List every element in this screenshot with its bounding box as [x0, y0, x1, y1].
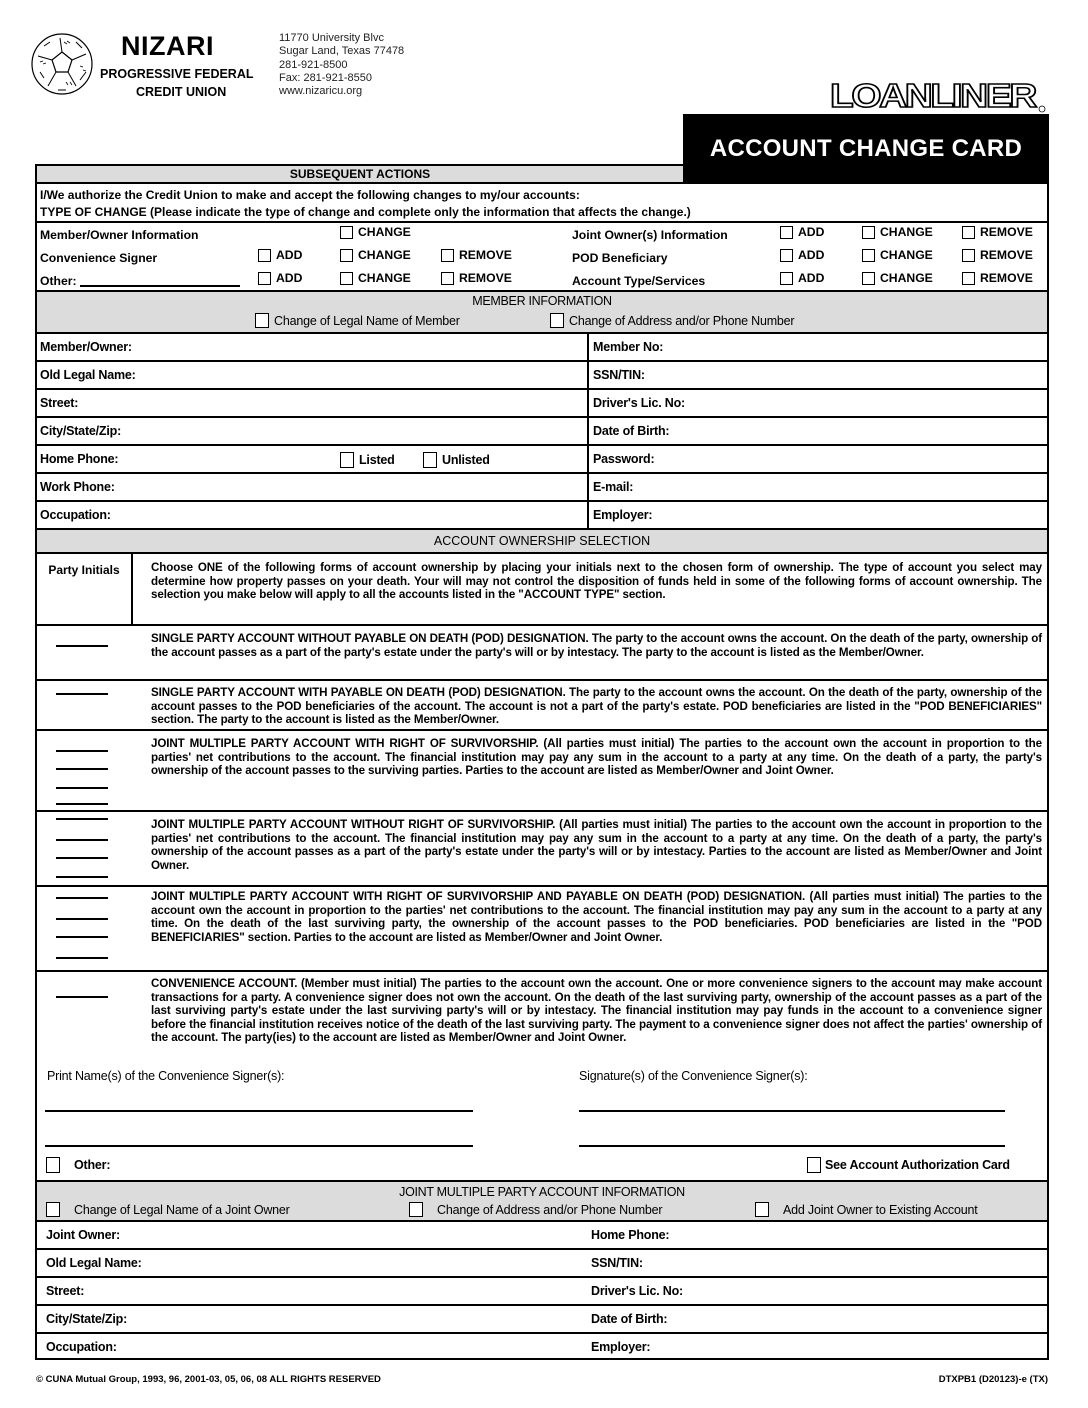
convenience-signer-change-checkbox[interactable]: [340, 249, 353, 262]
ownership-intro-text: Choose ONE of the following forms of account ownership by placing your initials next to the chosen form of ownership. The type of account you select may determine how property passes on your death. Your will may not control the disposition of funds held in some of the following forms of account ownership. The selection you make below will apply to all the accounts listed in the "ACCOUNT TYPE" section.: [151, 561, 1042, 602]
signature-line-1[interactable]: [579, 1110, 1005, 1112]
party-initial-line[interactable]: [56, 876, 108, 878]
joint-field-row: [37, 1250, 1047, 1276]
change-legal-name-joint-option[interactable]: [46, 1202, 290, 1217]
authorize-line: I/We authorize the Credit Union to make and accept the following changes to my/our accounts:: [40, 188, 580, 202]
joint-field-date-of-birth[interactable]: Date of Birth:: [591, 1312, 668, 1326]
member-information-heading: MEMBER INFORMATION: [472, 294, 612, 308]
address-street: 11770 University Blvc: [279, 32, 384, 44]
member-field-row: [37, 446, 1047, 472]
change-legal-name-member-checkbox[interactable]: [255, 313, 269, 328]
pod-beneficiary-change-option[interactable]: [862, 249, 933, 262]
option-label: Change of Address and/or Phone Number: [569, 313, 795, 328]
loanliner-wordmark: LOANLINER: [830, 77, 1038, 114]
joint-owner-change-option[interactable]: [862, 226, 933, 239]
member-field-street[interactable]: Street:: [40, 396, 79, 410]
joint-field-row: [37, 1278, 1047, 1304]
loanliner-logo: [828, 76, 1048, 114]
member-field-date-of-birth[interactable]: Date of Birth:: [593, 424, 670, 438]
member-field-row: [37, 502, 1047, 528]
other-remove-checkbox[interactable]: [441, 272, 454, 285]
option-label: REMOVE: [980, 248, 1033, 263]
option-label: CHANGE: [880, 248, 933, 263]
account-type-remove-checkbox[interactable]: [962, 272, 975, 285]
change-row-label-convenience-signer: Convenience Signer: [40, 251, 158, 265]
party-initial-line[interactable]: [56, 750, 108, 752]
member-field-row: [37, 418, 1047, 444]
pod-beneficiary-change-checkbox[interactable]: [862, 249, 875, 262]
address-fax: Fax: 281-921-8550: [279, 71, 372, 84]
change-legal-name-joint-checkbox[interactable]: [46, 1202, 60, 1217]
member-field-row: [37, 474, 1047, 500]
member-field-password[interactable]: Password:: [593, 452, 655, 466]
party-initial-line[interactable]: [56, 645, 108, 647]
account-type-change-option[interactable]: [862, 272, 933, 285]
brand-subtitle-line1: PROGRESSIVE FEDERAL: [100, 67, 254, 81]
joint-field-driver-s-lic-no[interactable]: Driver's Lic. No:: [591, 1284, 683, 1298]
option-label: Change of Address and/or Phone Number: [437, 1202, 663, 1217]
change-address-phone-member-option[interactable]: [550, 313, 794, 328]
member-field-city-state-zip[interactable]: City/State/Zip:: [40, 424, 122, 438]
option-label: Change of Legal Name of a Joint Owner: [74, 1202, 290, 1217]
subsequent-actions-header: [37, 166, 683, 182]
address-phone: 281-921-8500: [279, 58, 348, 71]
add-joint-owner-option[interactable]: [755, 1202, 978, 1217]
option-label: ADD: [276, 248, 303, 263]
convenience-signer-remove-checkbox[interactable]: [441, 249, 454, 262]
party-initial-line[interactable]: [56, 818, 108, 820]
joint-owner-add-option[interactable]: [780, 226, 824, 239]
change-address-phone-member-checkbox[interactable]: [550, 313, 564, 328]
joint-field-occupation[interactable]: Occupation:: [46, 1340, 117, 1354]
convenience-other-checkbox[interactable]: [46, 1157, 60, 1173]
joint-owner-add-checkbox[interactable]: [780, 226, 793, 239]
signatures-label: Signature(s) of the Convenience Signer(s):: [579, 1069, 808, 1083]
option-label: Other:: [74, 1158, 111, 1172]
print-names-label: Print Name(s) of the Convenience Signer(s):: [47, 1069, 285, 1083]
joint-information-header: [37, 1182, 1047, 1220]
address-city: Sugar Land, Texas 77478: [279, 45, 405, 58]
option-label: CHANGE: [880, 271, 933, 286]
account-type-change-checkbox[interactable]: [862, 272, 875, 285]
party-initial-line[interactable]: [56, 996, 108, 998]
joint-field-street[interactable]: Street:: [46, 1284, 85, 1298]
change-row-label-pod-beneficiary: POD Beneficiary: [572, 251, 668, 265]
account-type-add-checkbox[interactable]: [780, 272, 793, 285]
option-label: REMOVE: [980, 271, 1033, 286]
option-label: Unlisted: [442, 453, 490, 467]
credit-union-seal-logo: [30, 32, 94, 96]
option-label: Add Joint Owner to Existing Account: [783, 1202, 978, 1217]
joint-information-heading: JOINT MULTIPLE PARTY ACCOUNT INFORMATION: [399, 1185, 685, 1199]
option-label: REMOVE: [980, 225, 1033, 240]
account-type-add-option[interactable]: [780, 272, 824, 285]
member-owner-change-checkbox[interactable]: [340, 226, 353, 239]
other-change-checkbox[interactable]: [340, 272, 353, 285]
member-field-work-phone[interactable]: Work Phone:: [40, 480, 115, 494]
option-label: Listed: [359, 453, 395, 467]
member-field-ssn-tin[interactable]: SSN/TIN:: [593, 368, 645, 382]
member-information-header: [37, 292, 1047, 332]
option-label: REMOVE: [459, 248, 512, 263]
member-field-member-owner[interactable]: Member/Owner:: [40, 340, 132, 354]
option-label: CHANGE: [880, 225, 933, 240]
joint-owner-change-checkbox[interactable]: [862, 226, 875, 239]
option-label: Change of Legal Name of Member: [274, 313, 460, 328]
ownership-option-text: SINGLE PARTY ACCOUNT WITHOUT PAYABLE ON DEATH (POD) DESIGNATION. The party to the account owns the account. On the death of the party, ownership of the account passes as a part of the party's estate under the party's will or by intestacy. The party to the account is listed as the Member/Owner.: [151, 632, 1042, 659]
copyright-notice: © CUNA Mutual Group, 1993, 96, 2001-03, 05, 06, 08 ALL RIGHTS RESERVED: [36, 1374, 381, 1385]
type-of-change-line: TYPE OF CHANGE (Please indicate the type of change and complete only the information that affects the change.): [40, 205, 691, 219]
convenience-signer-change-option[interactable]: [340, 249, 411, 262]
change-row-label-joint-owner: Joint Owner(s) Information: [572, 228, 728, 242]
party-initial-line[interactable]: [56, 857, 108, 859]
party-initial-line[interactable]: [56, 957, 108, 959]
account-ownership-heading: ACCOUNT OWNERSHIP SELECTION: [433, 534, 651, 548]
listed-checkbox[interactable]: [340, 452, 354, 468]
address-website: www.nizaricu.org: [279, 85, 363, 98]
brand-name: NIZARI: [121, 31, 214, 61]
convenience-other-option[interactable]: [46, 1157, 110, 1173]
joint-field-row: [37, 1306, 1047, 1332]
other-fill-line[interactable]: [80, 285, 240, 287]
ownership-option-text: JOINT MULTIPLE PARTY ACCOUNT WITH RIGHT OF SURVIVORSHIP. (All parties must initial) The parties to the account own the account in proportion to the parties' net contributions to the account. The financial institution may pay any sum in the account to a party at any time. On the death of a party, the party's ownership of the account passes to the surviving parties. Parties to the account are listed as Member/Owner and Joint Owner.: [151, 737, 1042, 778]
see-authorization-card-checkbox[interactable]: [807, 1157, 821, 1173]
change-address-phone-joint-option[interactable]: [409, 1202, 662, 1217]
joint-owner-remove-checkbox[interactable]: [962, 226, 975, 239]
convenience-signer-remove-option[interactable]: [441, 249, 512, 262]
ownership-option-text: JOINT MULTIPLE PARTY ACCOUNT WITH RIGHT OF SURVIVORSHIP AND PAYABLE ON DEATH (POD) DESIGNATION. (All parties must initial) The parties to the account own the account in proportion to the parties' net contributions to the account. The financial institution may pay any sum in the account to a party at any time. On the death of the last surviving party, the ownership of the account passes to the POD beneficiaries. POD beneficiaries are listed in the "POD BENEFICIARIES" section. Parties to the account are listed as Member/Owner and Joint Owner.: [151, 890, 1042, 944]
ownership-option-text: SINGLE PARTY ACCOUNT WITH PAYABLE ON DEATH (POD) DESIGNATION. The party to the account owns the account. On the death of the party, ownership of the account passes to the POD beneficiaries of the account. The account is not a part of the party's estate. POD beneficiaries are listed in the "POD BENEFICIARIES" section. The party to the account is listed as the Member/Owner.: [151, 686, 1042, 727]
option-label: ADD: [276, 271, 303, 286]
address-block: [279, 32, 404, 98]
option-label: CHANGE: [358, 271, 411, 286]
change-row-label-other: Other:: [40, 274, 77, 288]
option-label: REMOVE: [459, 271, 512, 286]
see-authorization-card-option[interactable]: [807, 1157, 1010, 1173]
member-field-old-legal-name[interactable]: Old Legal Name:: [40, 368, 136, 382]
joint-field-employer[interactable]: Employer:: [591, 1340, 651, 1354]
member-field-driver-s-lic-no[interactable]: Driver's Lic. No:: [593, 396, 685, 410]
party-initial-line[interactable]: [56, 768, 108, 770]
option-label: ADD: [798, 271, 825, 286]
change-legal-name-member-option[interactable]: [255, 313, 460, 328]
pod-beneficiary-remove-checkbox[interactable]: [962, 249, 975, 262]
joint-owner-remove-option[interactable]: [962, 226, 1033, 239]
brand-subtitle-line2: CREDIT UNION: [136, 85, 227, 99]
change-row-label-member-owner: Member/Owner Information: [40, 228, 199, 242]
add-joint-owner-checkbox[interactable]: [755, 1202, 769, 1217]
party-initials-heading: Party Initials: [48, 563, 120, 577]
party-initial-line[interactable]: [56, 693, 108, 695]
form-code: DTXPB1 (D20123)-e (TX): [938, 1374, 1048, 1385]
member-field-row: [37, 334, 1047, 360]
other-add-checkbox[interactable]: [258, 272, 271, 285]
option-label: CHANGE: [358, 248, 411, 263]
member-field-row: [37, 390, 1047, 416]
form-title-text: ACCOUNT CHANGE CARD: [709, 135, 1023, 162]
ownership-option-text: CONVENIENCE ACCOUNT. (Member must initial) The parties to the account own the account. One or more convenience signers to the account may make account transactions for a party. A convenience signer does not own the account. On the death of the last surviving party, ownership of the account passes as a part of the last surviving party's estate under the last surviving party's will or by intestacy. The financial institution may pay funds in the account to a convenience signer before the financial institution receives notice of the death of the last surviving party. The payment to a convenience signer does not affect the parties' ownership of the account. The party(ies) to the account are listed as Member/Owner and Joint Owner.: [151, 977, 1042, 1045]
joint-field-home-phone[interactable]: Home Phone:: [591, 1228, 670, 1242]
other-remove-option[interactable]: [441, 272, 512, 285]
member-field-row: [37, 362, 1047, 388]
option-label: CHANGE: [358, 225, 411, 240]
party-initial-line[interactable]: [56, 936, 108, 938]
member-field-e-mail[interactable]: E-mail:: [593, 480, 634, 494]
pod-beneficiary-add-checkbox[interactable]: [780, 249, 793, 262]
option-label: See Account Authorization Card: [825, 1158, 1010, 1172]
print-name-line-2[interactable]: [45, 1145, 473, 1147]
account-type-remove-option[interactable]: [962, 272, 1033, 285]
pod-beneficiary-remove-option[interactable]: [962, 249, 1033, 262]
party-initial-line[interactable]: [56, 787, 108, 789]
party-initial-line[interactable]: [56, 839, 108, 841]
change-address-phone-joint-checkbox[interactable]: [409, 1202, 423, 1217]
pod-beneficiary-add-option[interactable]: [780, 249, 824, 262]
party-initial-line[interactable]: [56, 897, 108, 899]
ownership-option-text: JOINT MULTIPLE PARTY ACCOUNT WITHOUT RIGHT OF SURVIVORSHIP. (All parties must initial) The parties to the account own the account in proportion to the parties' net contributions to the account. The financial institution may pay any sum in the account to a party at any time. On the death of a party, the party's ownership of the account passes as a part of the party's estate under the party's will or by intestacy. Parties to the account are listed as Member/Owner and Joint Owner.: [151, 818, 1042, 872]
member-field-occupation[interactable]: Occupation:: [40, 508, 111, 522]
option-label: ADD: [798, 225, 825, 240]
change-row-label-account-type: Account Type/Services: [572, 274, 706, 288]
joint-field-city-state-zip[interactable]: City/State/Zip:: [46, 1312, 128, 1326]
member-field-member-no[interactable]: Member No:: [593, 340, 664, 354]
joint-field-ssn-tin[interactable]: SSN/TIN:: [591, 1256, 643, 1270]
other-add-option[interactable]: [258, 272, 302, 285]
subsequent-actions-heading: SUBSEQUENT ACTIONS: [289, 167, 431, 181]
account-ownership-header: [37, 530, 1047, 552]
unlisted-option[interactable]: [423, 452, 490, 468]
party-initial-line[interactable]: [56, 803, 108, 805]
member-owner-change-option[interactable]: [340, 226, 411, 239]
convenience-signer-add-checkbox[interactable]: [258, 249, 271, 262]
party-initial-line[interactable]: [56, 918, 108, 920]
joint-field-row: [37, 1334, 1047, 1360]
joint-field-row: [37, 1222, 1047, 1248]
joint-field-old-legal-name[interactable]: Old Legal Name:: [46, 1256, 142, 1270]
other-change-option[interactable]: [340, 272, 411, 285]
unlisted-checkbox[interactable]: [423, 452, 437, 468]
listed-option[interactable]: [340, 452, 395, 468]
option-label: ADD: [798, 248, 825, 263]
joint-field-joint-owner[interactable]: Joint Owner:: [46, 1228, 120, 1242]
member-field-home-phone[interactable]: Home Phone:: [40, 452, 119, 466]
convenience-signer-add-option[interactable]: [258, 249, 302, 262]
member-field-employer[interactable]: Employer:: [593, 508, 653, 522]
print-name-line-1[interactable]: [45, 1110, 473, 1112]
signature-line-2[interactable]: [579, 1145, 1005, 1147]
